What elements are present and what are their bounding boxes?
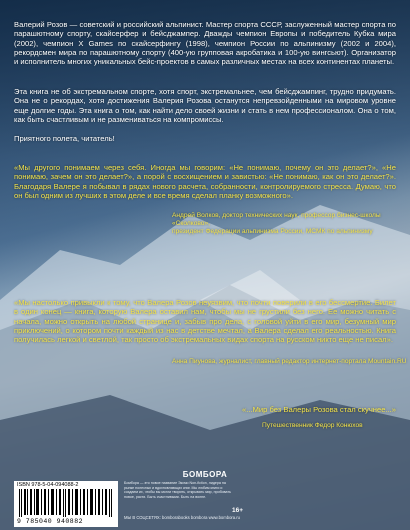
quote-volkov: «Мы другого понимаем через себя. Иногда мы говорим: «Не понимаю, почему он это делает?», «Не понимаю, зачем он это делает?», а порой с восхищением и завистью: «Не понимаю, как он это делает?». Благодаря Валере я побывал в рядах нового расчета, собранности, контролируемого стресса. Думаю, что он был одним из лучших в этом деле и все время сделал планку возможного». [14, 163, 396, 200]
book-intro: Эта книга не об экстремальном спорте, хотя спорт, экстремальнее, чем бейсджампинг, трудно придумать. Она не о рекордах, хотя достижения Валерия Розова останутся непревзойденными на мировом уровне еще долгие годы. Эта книга о том, как найти дело своей жизни и стать в нем профессионалом. Она о том, как быть счастливым и не размениваться на компромиссы. [14, 87, 396, 124]
quote-volkov-author: Андрей Волков, доктор технических наук, профессор бизнес-школы «Сколково», президент Федерации альпинизма России, МСМК по альпинизму [172, 212, 381, 236]
isbn-barcode-box [14, 481, 118, 527]
quote-piunova-author: Анна Пиунова, журналист, главный редактор интернет-портала Mountain.RU [172, 358, 407, 365]
social-links: МЫ В СОЦСЕТЯХ: bomborabooks bombora www.bombora.ru [124, 515, 241, 520]
barcode-number: 9 785040 940882 [17, 518, 84, 525]
greeting: Приятного полета, читатель! [14, 134, 115, 143]
quote-piunova: «Мы настолько привыкли к тому, что Валера Розов неуязвим, что почти поверили в его бессмертие. Билет в один конец — книга, которую Валера оставил нам, чтобы мы не грустили без него. Ее можно читать с начала, можно открыть на любой странице и, забыв про дела, с головой уйти в его мир, безумный мир приключений, о котором почти каждый из нас в детстве мечтал, а Валера сделал его реальностью. Книга получилась легкой и светлой, так просто об экстремальных видах спорта на русском никто еще не писал». [14, 298, 396, 344]
age-rating: 16+ [232, 507, 244, 514]
publisher-description: Бомбора — это новое название Эксмо Non-fiction, лидера на рынке полезных и вдохновляющих книг. Мы любим книги и создаем их, чтобы вы могли творить, открывать мир, пробовать новое, расти. Быть счастливыми. Быть на волне. [124, 481, 231, 499]
barcode-icon [17, 489, 115, 517]
isbn-number: ISBN 978-5-04-094088-2 [17, 482, 79, 488]
publisher-logo: БОМБОРА [182, 470, 228, 479]
quote-konyukhov-author: Путешественник Федор Конюхов [262, 422, 363, 429]
quote-konyukhov: «...Мир без Валеры Розова стал скучнее...» [242, 405, 396, 414]
author-bio: Валерий Розов — советский и российский альпинист. Мастер спорта СССР, заслуженный мастер спорта по парашютному спорту, скайсерфер и бейсджампер. Дважды чемпион Европы и победитель Кубка мира (2002), чемпион X Games по скайсерфингу (1998), чемпион России по альпинизму (2002 и 2004), рекордсмен мира по парашютному спорту (400-ую групповая акробатика и 100-ую вингсьют). Организатор и исполнитель многих уникальных бейс-проектов в самых различных местах на всех континентах планеты. [14, 20, 396, 66]
